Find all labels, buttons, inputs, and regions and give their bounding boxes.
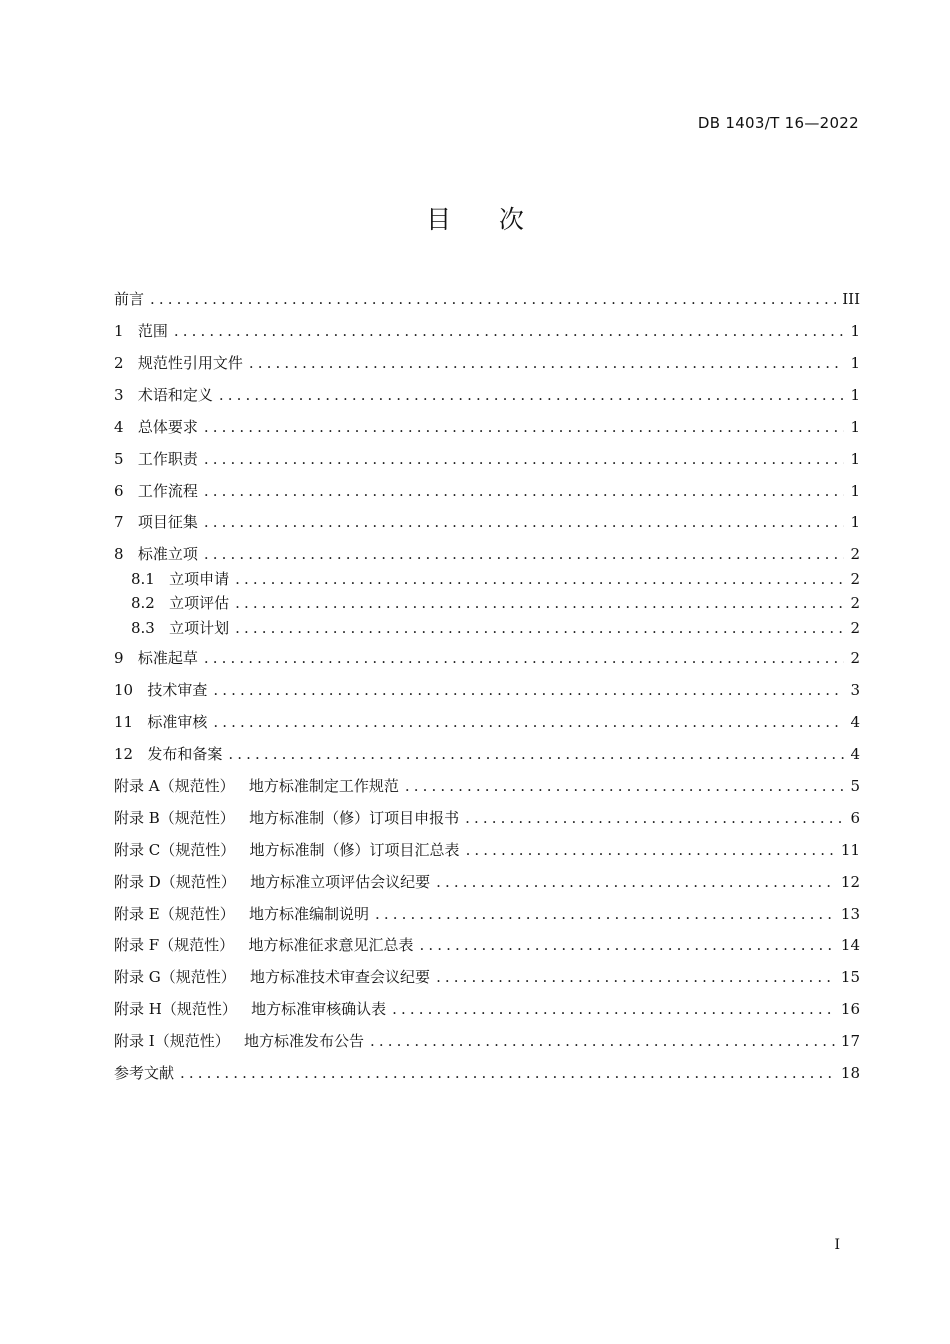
toc-entry-page: 1 [850,354,860,372]
toc-entry-page: 1 [850,513,860,531]
toc-entry-label: 9 标准起草 [114,649,198,667]
toc-entry-label: 8.2 立项评估 [131,594,230,612]
toc-entry[interactable] [114,288,860,310]
toc-dot-leader [392,998,835,1020]
toc-entry-label: 前言 [114,290,145,308]
toc-entry-label: 附录 H（规范性） 地方标准审核确认表 [114,1000,387,1018]
toc-entry[interactable] [114,1062,860,1084]
toc-entry[interactable] [131,617,860,639]
toc-dot-leader [436,966,835,988]
toc-entry-page: 1 [850,322,860,340]
toc-dot-leader [235,568,844,590]
toc-dot-leader [235,617,844,639]
toc-entry-label: 附录 C（规范性） 地方标准制（修）订项目汇总表 [114,841,460,859]
toc-entry[interactable] [114,543,860,565]
page-title: 目 次 [426,205,524,234]
toc-entry[interactable] [114,966,860,988]
toc-entry-label: 3 术语和定义 [114,386,213,404]
toc-entry-page: 2 [850,545,860,563]
toc-entry[interactable] [114,320,860,342]
toc-entry[interactable] [114,647,860,669]
toc-dot-leader [405,775,844,797]
page-number: I [834,1237,840,1253]
toc-dot-leader [174,320,844,342]
toc-entry-label: 7 项目征集 [114,513,198,531]
toc-entry-page: 2 [850,570,860,588]
toc-entry-label: 2 规范性引用文件 [114,354,243,372]
toc-dot-leader [436,871,835,893]
toc-entry-label: 12 发布和备案 [114,745,223,763]
toc-dot-leader [213,711,844,733]
toc-entry-label: 11 标准审核 [114,713,208,731]
toc-dot-leader [150,288,836,310]
toc-entry-label: 附录 I（规范性） 地方标准发布公告 [114,1032,364,1050]
toc-entry-page: 2 [850,649,860,667]
toc-dot-leader [213,679,844,701]
toc-entry[interactable] [114,511,860,533]
toc-entry-page: 16 [840,1000,860,1018]
toc-entry[interactable] [131,592,860,614]
toc-entry-label: 参考文献 [114,1064,175,1082]
toc-dot-leader [370,1030,835,1052]
toc-entry-label: 附录 E（规范性） 地方标准编制说明 [114,905,370,923]
toc-dot-leader [235,592,844,614]
toc-entry-page: 5 [850,777,860,795]
toc-dot-leader [219,384,844,406]
toc-entry-page: 1 [850,450,860,468]
toc-entry[interactable] [114,1030,860,1052]
toc-entry-page: 4 [850,745,860,763]
toc-dot-leader [204,448,844,470]
toc-dot-leader [419,934,834,956]
toc-entry-page: 2 [850,619,860,637]
toc-entry-page: 15 [840,968,860,986]
toc-entry-page: 3 [850,681,860,699]
toc-dot-leader [204,480,844,502]
toc-entry-page: III [842,290,860,308]
toc-dot-leader [204,647,844,669]
toc-entry[interactable] [114,711,860,733]
toc-entry-label: 附录 A（规范性） 地方标准制定工作规范 [114,777,399,795]
toc-dot-leader [465,807,844,829]
toc-entry-label: 8.3 立项计划 [131,619,230,637]
toc-entry-label: 5 工作职责 [114,450,198,468]
toc-entry-label: 1 范围 [114,322,168,340]
toc-entry[interactable] [114,775,860,797]
toc-entry-label: 附录 D（规范性） 地方标准立项评估会议纪要 [114,873,431,891]
toc-entry-label: 附录 F（规范性） 地方标准征求意见汇总表 [114,936,414,954]
toc-entry-page: 2 [850,594,860,612]
toc-entry-page: 14 [840,936,860,954]
toc-entry[interactable] [131,568,860,590]
toc-entry[interactable] [114,679,860,701]
toc-entry-page: 1 [850,386,860,404]
toc-entry[interactable] [114,743,860,765]
toc-entry[interactable] [114,934,860,956]
toc-entry-page: 11 [840,841,860,859]
toc-entry-page: 6 [850,809,860,827]
toc-entry[interactable] [114,839,860,861]
toc-dot-leader [180,1062,835,1084]
toc-entry[interactable] [114,352,860,374]
toc-entry[interactable] [114,998,860,1020]
toc-entry[interactable] [114,480,860,502]
toc-dot-leader [466,839,835,861]
toc-dot-leader [228,743,844,765]
toc-entry[interactable] [114,807,860,829]
toc-entry-label: 8.1 立项申请 [131,570,230,588]
toc-entry-page: 1 [850,482,860,500]
toc-dot-leader [249,352,844,374]
toc-entry[interactable] [114,448,860,470]
toc-entry[interactable] [114,384,860,406]
toc-entry[interactable] [114,416,860,438]
toc-entry-page: 17 [840,1032,860,1050]
toc-entry-label: 4 总体要求 [114,418,198,436]
toc-dot-leader [204,416,844,438]
toc-entry-page: 12 [840,873,860,891]
toc-entry-label: 6 工作流程 [114,482,198,500]
toc-dot-leader [375,903,835,925]
toc-entry-label: 附录 B（规范性） 地方标准制（修）订项目申报书 [114,809,460,827]
toc-entry[interactable] [114,903,860,925]
toc-dot-leader [204,511,844,533]
toc-entry-page: 4 [850,713,860,731]
toc-entry-page: 13 [840,905,860,923]
toc-entry-label: 10 技术审查 [114,681,208,699]
toc-dot-leader [204,543,844,565]
toc-entry-label: 附录 G（规范性） 地方标准技术审查会议纪要 [114,968,431,986]
toc-entry[interactable] [114,871,860,893]
document-code: DB 1403/T 16—2022 [697,114,859,132]
toc-entry-label: 8 标准立项 [114,545,198,563]
toc-entry-page: 18 [840,1064,860,1082]
toc-entry-page: 1 [850,418,860,436]
